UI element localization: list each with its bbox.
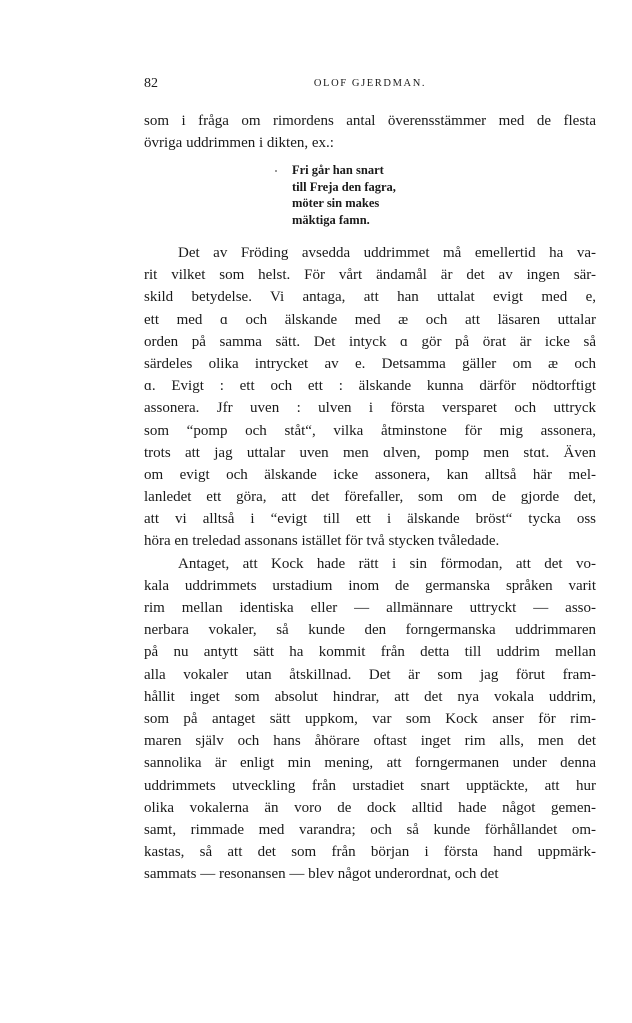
body-line: att vi alltså i “evigt till ett i älskande bröst“ tycka oss (144, 511, 596, 528)
body-line: samt, rimmade med varandra; och så kunde förhållandet om- (144, 821, 596, 838)
body-line: assonera. Jfr uven : ulven i första versparet och uttryck (144, 400, 596, 417)
body-line: Det av Fröding avsedda uddrimmet må emellertid ha va- (178, 245, 596, 261)
running-head: OLOF GJERDMAN. (313, 78, 427, 89)
body-line: uddrimmets utveckling från urstadiet snart upptäckte, att hur (144, 777, 596, 794)
speck-decoration (275, 170, 277, 172)
body-line: maren själv och hans åhörare oftast inget rim alls, men det (144, 733, 596, 750)
body-line: sannolika är enligt min mening, att forngermanen under denna (144, 755, 596, 772)
poem-quote (292, 162, 396, 228)
body-line: Antaget, att Kock hade rätt i sin förmodan, att det vo- (178, 555, 596, 572)
body-line: skild betydelse. Vi antaga, att han uttalat evigt med e, (144, 289, 596, 306)
body-line: ɑ. Evigt : ett och ett : älskande kunna därför nödtorftigt (144, 378, 596, 395)
body-line: alla vokaler utan åtskillnad. Det är som jag förut fram- (144, 666, 596, 683)
body-line: om evigt och älskande icke assonera, kan alltså här mel- (144, 466, 596, 483)
body-line: på nu antytt sätt ha kommit från detta till uddrim mellan (144, 644, 596, 661)
intro-line: övriga uddrimmen i dikten, ex.: (144, 135, 334, 152)
body-line: orden på samma sätt. Det intyck ɑ gör på örat är icke så (144, 333, 596, 350)
body-line: lanledet ett göra, att det förefaller, som om de gjorde det, (144, 489, 596, 506)
body-line: trots att jag uttalar uven men ɑlven, pomp men stɑt. Även (144, 444, 596, 461)
intro-line: som i fråga om rimordens antal överensstämmer med de flesta (144, 113, 596, 129)
body-line: olika vokalerna än voro de dock alltid hade något gemen- (144, 799, 596, 816)
poem-line: Fri går han snart (292, 163, 384, 177)
body-line: rim mellan identiska eller — allmännare uttryckt — asso- (144, 600, 596, 616)
poem-line: till Freja den fagra, (292, 179, 396, 194)
body-text (144, 242, 596, 885)
body-line: som på antaget sätt uppkom, var som Kock anser för rim- (144, 710, 596, 727)
body-line: hållit inget som absolut hindrar, att det nya vokala uddrim, (144, 688, 596, 705)
page-header (144, 76, 596, 96)
body-line: som “pomp och ståt“, vilka åtminstone för mig assonera, (144, 422, 596, 439)
poem-line: mäktiga famn. (292, 212, 370, 227)
body-line: höra en treledad assonans istället för två stycken tvåledade. (144, 533, 500, 550)
body-line: rit vilket som helst. För vårt ändamål är det av ingen sär- (144, 267, 596, 284)
body-line: nerbara vokaler, så kunde den forngermanska uddrimmaren (144, 622, 596, 639)
body-line: kala uddrimmets urstadium inom de germanska språken varit (144, 577, 596, 594)
body-line: sammats — resonansen — blev något underordnat, och det (144, 866, 499, 883)
body-line: ett med ɑ och älskande med æ och att läsaren uttalar (144, 311, 596, 328)
page-number: 82 (144, 76, 158, 91)
body-line: särdeles olika intrycket av e. Detsamma gäller om æ och (144, 355, 596, 372)
poem-line: möter sin makes (292, 196, 380, 210)
body-line: kastas, så att det som från början i första hand uppmärk- (144, 844, 596, 861)
intro-paragraph (144, 110, 596, 154)
